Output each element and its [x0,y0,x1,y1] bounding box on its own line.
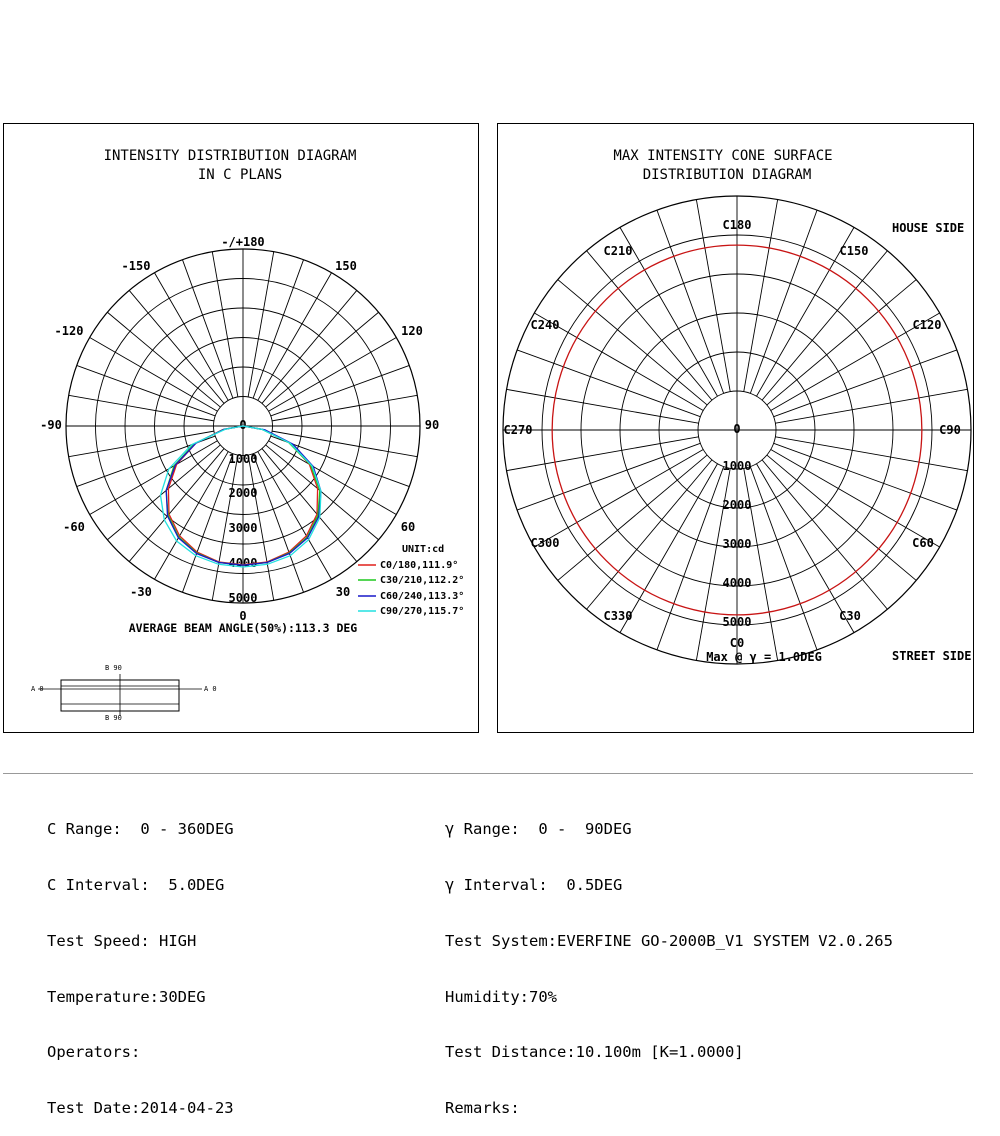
left-grid-spoke-110 [271,365,410,415]
right-grid-spoke-80 [775,437,967,471]
cone-radial-label-4000: 4000 [722,576,752,590]
right-grid-spoke-40 [762,460,887,609]
info-remarks: Remarks: [445,1099,520,1118]
right-grid-spoke-20 [750,467,817,650]
cone-radial-label-0: 0 [733,422,741,436]
cone-radial-label-5000: 5000 [722,615,752,629]
cone-radial-label-2000: 2000 [722,498,752,512]
info-temperature: Temperature:30DEG [47,987,206,1006]
c-label-60: C60 [912,536,934,550]
intensity-distribution-svg [4,124,478,732]
luminaire-inset [31,664,217,722]
cone-radial-label-1000: 1000 [722,459,752,473]
c-label-210: C210 [603,244,633,258]
right-grid-spoke-290 [517,443,700,510]
legend-label-c0: C0/180,111.9° [380,560,459,571]
c-label-270: C270 [503,423,533,437]
angle-label-60: 60 [400,520,416,534]
right-grid-spoke-50 [767,455,916,580]
left-title-line2: IN C PLANS [197,167,283,183]
c-label-30: C30 [839,609,861,623]
info-test-system: Test System:EVERFINE GO-2000B_V1 SYSTEM V2.0.265 [445,931,893,950]
right-grid-spoke-160 [750,210,817,393]
left-grid-spoke-20 [253,454,303,593]
angle-label-30: 30 [335,585,351,599]
left-grid-spoke-310 [107,445,220,540]
c-label-240: C240 [530,318,560,332]
c-label-150: C150 [839,244,869,258]
test-info-left [47,783,234,1136]
left-grid-spoke-250 [77,365,216,415]
right-grid-spoke-340 [657,467,724,650]
inset-label-left: A 0 [31,685,44,693]
c-label-0: C0 [729,636,745,650]
left-grid-spoke-340 [182,454,232,593]
angle-label-neg30: -30 [130,585,152,599]
c-label-330: C330 [603,609,633,623]
legend-label-c30: C30/210,112.2° [380,575,465,586]
angle-label-neg120: -120 [54,324,84,338]
test-info-right [445,783,893,1136]
beam-angle-text: AVERAGE BEAM ANGLE(50%):113.3 DEG [128,621,358,635]
left-grid-spoke-160 [253,260,303,399]
radial-label-4000: 4000 [228,556,258,570]
legend-label-c60: C60/240,113.3° [380,591,465,602]
right-grid-spoke-200 [657,210,724,393]
angle-label-neg60: -60 [63,520,85,534]
left-grid-spoke-130 [266,312,379,407]
right-grid-spoke-310 [558,455,707,580]
radial-label-0: 0 [239,418,247,432]
left-grid-spoke-260 [69,395,214,421]
left-title-line1: INTENSITY DISTRIBUTION DIAGRAM [103,148,357,164]
cone-radial-label-3000: 3000 [722,537,752,551]
cone-surface-svg [498,124,973,732]
max-gamma-text: Max @ γ = 1.0DEG [706,650,822,664]
radial-label-5000: 5000 [228,591,258,605]
right-title-line1: MAX INTENSITY CONE SURFACE [613,148,833,164]
info-c-range: C Range: 0 - 360DEG [47,820,234,839]
inset-label-right: A 0 [204,685,217,693]
right-grid-spoke-320 [587,460,712,609]
left-grid-spoke-50 [266,445,379,540]
left-grid-spoke-200 [182,260,232,399]
right-grid-spoke-100 [775,389,967,423]
right-grid-spoke-70 [774,443,957,510]
angle-label-90: 90 [424,418,440,432]
radial-label-1000: 1000 [228,452,258,466]
right-grid-spoke-230 [558,280,707,405]
c-label-300: C300 [530,536,560,550]
legend-label-c90: C90/270,115.7° [380,606,465,617]
right-grid-spoke-220 [587,251,712,400]
right-grid-spoke-140 [762,251,887,400]
street-side-label: STREET SIDE [892,649,972,663]
angle-label-150: 150 [335,259,357,273]
radial-label-2000: 2000 [228,486,258,500]
cone-surface-panel [497,123,974,733]
info-gamma-range: γ Range: 0 - 90DEG [445,820,632,839]
left-grid-spoke-170 [248,252,274,397]
right-grid-spoke-260 [507,389,699,423]
right-grid-spoke-130 [767,280,916,405]
inset-label-top: B 90 [105,664,122,672]
left-grid-spoke-190 [212,252,238,397]
info-operators: Operators: [47,1043,141,1062]
right-title-line2: DISTRIBUTION DIAGRAM [642,167,812,183]
radial-label-3000: 3000 [228,521,258,535]
angle-label-180: -/+180 [221,235,265,249]
c-label-90: C90 [939,423,961,437]
right-grid-spoke-280 [507,437,699,471]
legend [358,544,464,617]
right-grid-spoke-110 [774,350,957,417]
c-label-180: C180 [722,218,752,232]
info-test-date: Test Date:2014-04-23 [47,1099,234,1118]
info-test-speed: Test Speed: HIGH [47,931,197,950]
left-grid-spoke-100 [272,395,417,421]
c-label-120: C120 [912,318,942,332]
left-grid-spoke-220 [129,290,224,403]
info-test-distance: Test Distance:10.100m [K=1.0000] [445,1043,744,1062]
inset-label-bottom: B 90 [105,714,122,722]
info-gamma-interval: γ Interval: 0.5DEG [445,875,623,894]
angle-label-neg90: -90 [40,418,62,432]
intensity-distribution-panel [3,123,479,733]
left-grid-spoke-230 [107,312,220,407]
left-grid-spoke-80 [272,431,417,457]
angle-label-0: 0 [239,609,247,623]
legend-unit: UNIT:cd [402,544,445,555]
house-side-label: HOUSE SIDE [892,221,965,235]
left-grid-spoke-140 [262,290,357,403]
angle-label-neg150: -150 [121,259,151,273]
right-grid-spoke-250 [517,350,700,417]
angle-label-120: 120 [401,324,423,338]
separator-line [3,773,973,774]
info-c-interval: C Interval: 5.0DEG [47,875,225,894]
info-humidity: Humidity:70% [445,987,557,1006]
